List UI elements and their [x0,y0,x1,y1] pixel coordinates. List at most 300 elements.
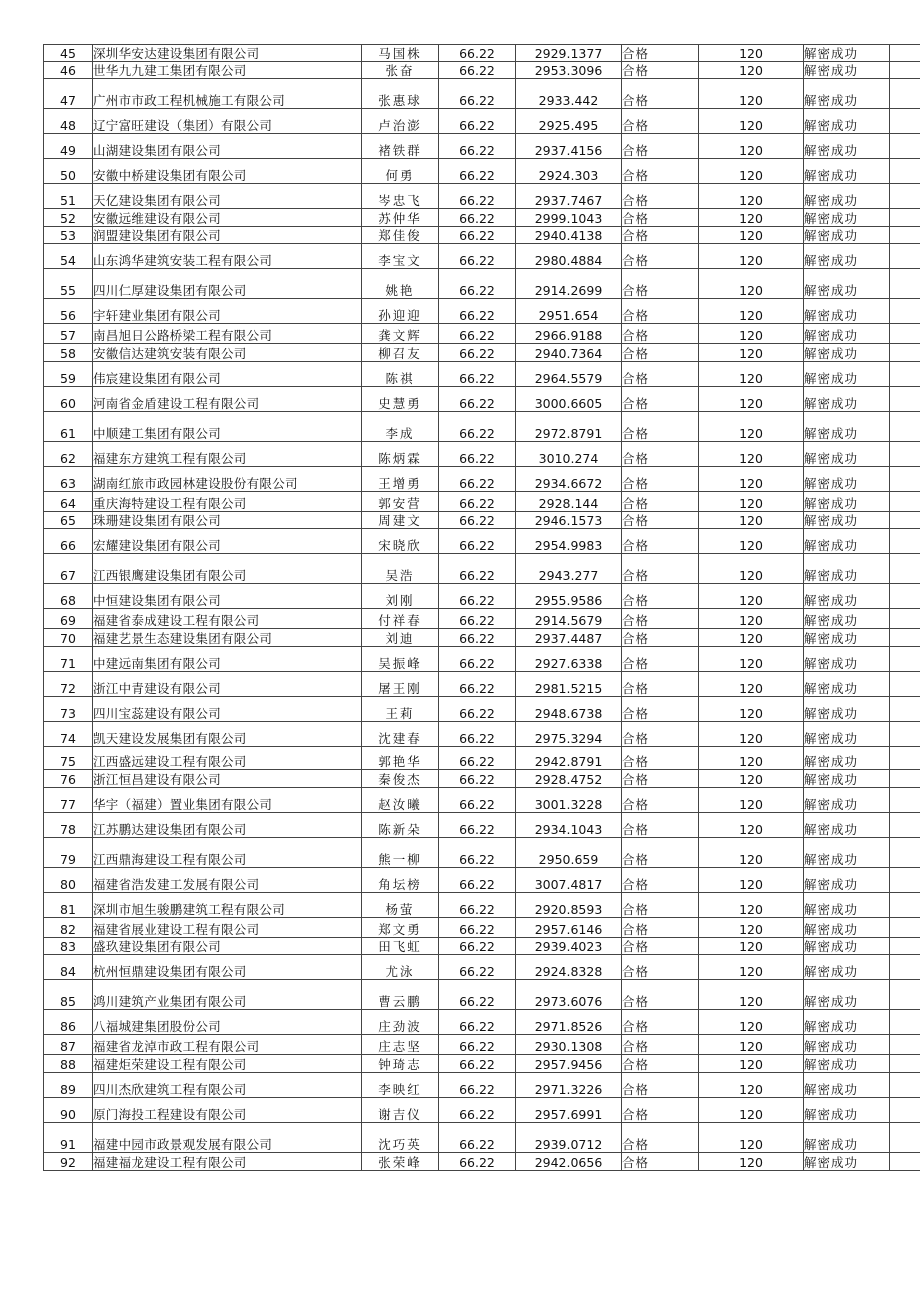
table-row [44,609,920,629]
decryption-status: 解密成功 [804,747,890,770]
score: 66.22 [439,770,516,788]
decryption-status: 解密成功 [804,62,890,79]
table-row [44,184,920,209]
decryption-status: 解密成功 [804,512,890,529]
table-row [44,1153,920,1171]
decryption-status: 解密成功 [804,722,890,747]
row-number: 88 [44,1055,93,1073]
company-name: 南昌旭日公路桥梁工程有限公司 [93,324,362,344]
blank-cell [890,1073,920,1098]
project-manager: 赵汝曦 [362,788,439,813]
duration-days: 120 [699,672,804,697]
row-number: 82 [44,918,93,938]
row-number: 62 [44,442,93,467]
blank-cell [890,722,920,747]
project-manager: 庄志坚 [362,1035,439,1055]
table-row [44,529,920,554]
row-number: 63 [44,467,93,492]
blank-cell [890,955,920,980]
bid-price: 2928.4752 [516,770,622,788]
score: 66.22 [439,980,516,1010]
duration-days: 120 [699,770,804,788]
score: 66.22 [439,838,516,868]
bid-price: 2937.7467 [516,184,622,209]
project-manager: 何勇 [362,159,439,184]
blank-cell [890,554,920,584]
blank-cell [890,442,920,467]
bid-price: 2971.3226 [516,1073,622,1098]
table-row [44,492,920,512]
row-number: 49 [44,134,93,159]
duration-days: 120 [699,442,804,467]
row-number: 54 [44,244,93,269]
qualification-result: 合格 [622,512,699,529]
row-number: 74 [44,722,93,747]
table-row [44,747,920,770]
bid-price: 3007.4817 [516,868,622,893]
company-name: 福建东方建筑工程有限公司 [93,442,362,467]
company-name: 重庆海特建设工程有限公司 [93,492,362,512]
row-number: 64 [44,492,93,512]
table-row [44,299,920,324]
duration-days: 120 [699,244,804,269]
bid-price: 2937.4156 [516,134,622,159]
blank-cell [890,918,920,938]
decryption-status: 解密成功 [804,442,890,467]
project-manager: 张荣峰 [362,1153,439,1171]
score: 66.22 [439,134,516,159]
qualification-result: 合格 [622,1073,699,1098]
table-row [44,722,920,747]
project-manager: 孙迎迎 [362,299,439,324]
qualification-result: 合格 [622,134,699,159]
project-manager: 王增勇 [362,467,439,492]
project-manager: 苏仲华 [362,209,439,227]
bid-price: 2972.8791 [516,412,622,442]
blank-cell [890,344,920,362]
row-number: 59 [44,362,93,387]
decryption-status: 解密成功 [804,629,890,647]
qualification-result: 合格 [622,1010,699,1035]
bid-price: 2964.5579 [516,362,622,387]
duration-days: 120 [699,159,804,184]
row-number: 66 [44,529,93,554]
company-name: 四川宝蕊建设有限公司 [93,697,362,722]
table-row [44,1035,920,1055]
row-number: 50 [44,159,93,184]
company-name: 凯天建设发展集团有限公司 [93,722,362,747]
company-name: 福建炬荣建设工程有限公司 [93,1055,362,1073]
duration-days: 120 [699,722,804,747]
score: 66.22 [439,1123,516,1153]
project-manager: 郭艳华 [362,747,439,770]
qualification-result: 合格 [622,1153,699,1171]
score: 66.22 [439,938,516,955]
company-name: 伟宸建设集团有限公司 [93,362,362,387]
blank-cell [890,109,920,134]
duration-days: 120 [699,918,804,938]
qualification-result: 合格 [622,770,699,788]
decryption-status: 解密成功 [804,980,890,1010]
project-manager: 角坛榜 [362,868,439,893]
row-number: 76 [44,770,93,788]
bid-price: 3010.274 [516,442,622,467]
bid-price: 2966.9188 [516,324,622,344]
table-row [44,1073,920,1098]
bid-price: 2942.0656 [516,1153,622,1171]
decryption-status: 解密成功 [804,529,890,554]
table-row [44,79,920,109]
table-row [44,647,920,672]
table-row [44,788,920,813]
bid-price: 2934.1043 [516,813,622,838]
score: 66.22 [439,109,516,134]
table-row [44,442,920,467]
bid-price: 2934.6672 [516,467,622,492]
score: 66.22 [439,747,516,770]
row-number: 46 [44,62,93,79]
project-manager: 杨萤 [362,893,439,918]
row-number: 84 [44,955,93,980]
blank-cell [890,1123,920,1153]
score: 66.22 [439,412,516,442]
project-manager: 李成 [362,412,439,442]
table-row [44,868,920,893]
decryption-status: 解密成功 [804,209,890,227]
score: 66.22 [439,529,516,554]
score: 66.22 [439,722,516,747]
duration-days: 120 [699,788,804,813]
duration-days: 120 [699,1098,804,1123]
blank-cell [890,697,920,722]
score: 66.22 [439,159,516,184]
row-number: 86 [44,1010,93,1035]
company-name: 深圳华安达建设集团有限公司 [93,45,362,62]
project-manager: 庄劲波 [362,1010,439,1035]
qualification-result: 合格 [622,324,699,344]
bid-price: 2928.144 [516,492,622,512]
qualification-result: 合格 [622,159,699,184]
score: 66.22 [439,554,516,584]
project-manager: 周建文 [362,512,439,529]
company-name: 天亿建设集团有限公司 [93,184,362,209]
company-name: 宏耀建设集团有限公司 [93,529,362,554]
duration-days: 120 [699,1153,804,1171]
score: 66.22 [439,584,516,609]
duration-days: 120 [699,227,804,244]
decryption-status: 解密成功 [804,838,890,868]
project-manager: 钟琦志 [362,1055,439,1073]
decryption-status: 解密成功 [804,1035,890,1055]
qualification-result: 合格 [622,244,699,269]
bid-price: 2955.9586 [516,584,622,609]
duration-days: 120 [699,813,804,838]
table-row [44,227,920,244]
row-number: 92 [44,1153,93,1171]
blank-cell [890,647,920,672]
table-row [44,109,920,134]
table-row [44,244,920,269]
company-name: 福建省浩发建工发展有限公司 [93,868,362,893]
table-row [44,387,920,412]
project-manager: 陈炳霖 [362,442,439,467]
project-manager: 吴浩 [362,554,439,584]
blank-cell [890,980,920,1010]
blank-cell [890,299,920,324]
duration-days: 120 [699,467,804,492]
company-name: 中建远南集团有限公司 [93,647,362,672]
table-row [44,62,920,79]
qualification-result: 合格 [622,868,699,893]
score: 66.22 [439,362,516,387]
decryption-status: 解密成功 [804,697,890,722]
decryption-status: 解密成功 [804,467,890,492]
row-number: 57 [44,324,93,344]
duration-days: 120 [699,868,804,893]
company-name: 福建中园市政景观发展有限公司 [93,1123,362,1153]
blank-cell [890,79,920,109]
blank-cell [890,209,920,227]
bid-price: 2981.5215 [516,672,622,697]
qualification-result: 合格 [622,362,699,387]
qualification-result: 合格 [622,554,699,584]
decryption-status: 解密成功 [804,1073,890,1098]
company-name: 江苏鹏达建设集团有限公司 [93,813,362,838]
score: 66.22 [439,629,516,647]
row-number: 68 [44,584,93,609]
blank-cell [890,609,920,629]
qualification-result: 合格 [622,467,699,492]
row-number: 58 [44,344,93,362]
score: 66.22 [439,1035,516,1055]
project-manager: 张惠球 [362,79,439,109]
qualification-result: 合格 [622,1123,699,1153]
bid-results-table [43,44,920,1171]
row-number: 67 [44,554,93,584]
table-row [44,584,920,609]
bid-price: 2925.495 [516,109,622,134]
table-row [44,838,920,868]
company-name: 原门海投工程建设有限公司 [93,1098,362,1123]
company-name: 江西银鹰建设集团有限公司 [93,554,362,584]
row-number: 80 [44,868,93,893]
company-name: 中恒建设集团有限公司 [93,584,362,609]
company-name: 鸿川建筑产业集团有限公司 [93,980,362,1010]
company-name: 山湖建设集团有限公司 [93,134,362,159]
duration-days: 120 [699,492,804,512]
row-number: 45 [44,45,93,62]
document-page [43,44,872,1171]
row-number: 77 [44,788,93,813]
company-name: 江西盛远建设工程有限公司 [93,747,362,770]
company-name: 福建福龙建设工程有限公司 [93,1153,362,1171]
blank-cell [890,244,920,269]
decryption-status: 解密成功 [804,324,890,344]
score: 66.22 [439,868,516,893]
project-manager: 张奋 [362,62,439,79]
duration-days: 120 [699,629,804,647]
score: 66.22 [439,324,516,344]
blank-cell [890,1153,920,1171]
project-manager: 卢治澎 [362,109,439,134]
table-row [44,813,920,838]
bid-price: 2973.6076 [516,980,622,1010]
company-name: 浙江中青建设有限公司 [93,672,362,697]
bid-price: 3001.3228 [516,788,622,813]
qualification-result: 合格 [622,672,699,697]
company-name: 福建省龙淖市政工程有限公司 [93,1035,362,1055]
score: 66.22 [439,1010,516,1035]
score: 66.22 [439,492,516,512]
project-manager: 刘迪 [362,629,439,647]
duration-days: 120 [699,299,804,324]
table-row [44,955,920,980]
bid-price: 3000.6605 [516,387,622,412]
duration-days: 120 [699,893,804,918]
row-number: 60 [44,387,93,412]
decryption-status: 解密成功 [804,299,890,324]
score: 66.22 [439,442,516,467]
bid-price: 2971.8526 [516,1010,622,1035]
score: 66.22 [439,918,516,938]
blank-cell [890,467,920,492]
blank-cell [890,893,920,918]
duration-days: 120 [699,980,804,1010]
project-manager: 陈新朵 [362,813,439,838]
decryption-status: 解密成功 [804,893,890,918]
bid-price: 2940.7364 [516,344,622,362]
qualification-result: 合格 [622,1055,699,1073]
blank-cell [890,134,920,159]
score: 66.22 [439,697,516,722]
table-row [44,209,920,227]
score: 66.22 [439,227,516,244]
qualification-result: 合格 [622,838,699,868]
project-manager: 李宝文 [362,244,439,269]
score: 66.22 [439,344,516,362]
duration-days: 120 [699,344,804,362]
bid-price: 2957.6146 [516,918,622,938]
company-name: 山东鸿华建筑安装工程有限公司 [93,244,362,269]
score: 66.22 [439,1055,516,1073]
decryption-status: 解密成功 [804,134,890,159]
project-manager: 沈巧英 [362,1123,439,1153]
table-row [44,1010,920,1035]
blank-cell [890,813,920,838]
company-name: 华宇（福建）置业集团有限公司 [93,788,362,813]
decryption-status: 解密成功 [804,387,890,412]
company-name: 安徽信达建筑安装有限公司 [93,344,362,362]
blank-cell [890,412,920,442]
blank-cell [890,492,920,512]
row-number: 61 [44,412,93,442]
score: 66.22 [439,1153,516,1171]
row-number: 75 [44,747,93,770]
bid-price: 2929.1377 [516,45,622,62]
decryption-status: 解密成功 [804,868,890,893]
table-row [44,980,920,1010]
blank-cell [890,747,920,770]
company-name: 中顺建工集团有限公司 [93,412,362,442]
score: 66.22 [439,299,516,324]
duration-days: 120 [699,412,804,442]
row-number: 55 [44,269,93,299]
qualification-result: 合格 [622,1035,699,1055]
company-name: 珠珊建设集团有限公司 [93,512,362,529]
bid-price: 2914.5679 [516,609,622,629]
decryption-status: 解密成功 [804,344,890,362]
bid-price: 2940.4138 [516,227,622,244]
row-number: 65 [44,512,93,529]
decryption-status: 解密成功 [804,244,890,269]
qualification-result: 合格 [622,938,699,955]
row-number: 89 [44,1073,93,1098]
decryption-status: 解密成功 [804,584,890,609]
table-row [44,134,920,159]
score: 66.22 [439,1098,516,1123]
qualification-result: 合格 [622,184,699,209]
decryption-status: 解密成功 [804,1123,890,1153]
table-row [44,893,920,918]
duration-days: 120 [699,1035,804,1055]
company-name: 世华九九建工集团有限公司 [93,62,362,79]
bid-price: 2951.654 [516,299,622,324]
qualification-result: 合格 [622,955,699,980]
score: 66.22 [439,609,516,629]
table-row [44,697,920,722]
decryption-status: 解密成功 [804,1010,890,1035]
company-name: 润盟建设集团有限公司 [93,227,362,244]
duration-days: 120 [699,1073,804,1098]
project-manager: 熊一柳 [362,838,439,868]
company-name: 八福城建集团股份公司 [93,1010,362,1035]
duration-days: 120 [699,955,804,980]
qualification-result: 合格 [622,79,699,109]
row-number: 87 [44,1035,93,1055]
company-name: 福建省展业建设工程有限公司 [93,918,362,938]
score: 66.22 [439,45,516,62]
blank-cell [890,324,920,344]
decryption-status: 解密成功 [804,672,890,697]
duration-days: 120 [699,109,804,134]
duration-days: 120 [699,938,804,955]
table-row [44,362,920,387]
bid-price: 2999.1043 [516,209,622,227]
decryption-status: 解密成功 [804,609,890,629]
decryption-status: 解密成功 [804,362,890,387]
row-number: 81 [44,893,93,918]
duration-days: 120 [699,647,804,672]
qualification-result: 合格 [622,980,699,1010]
decryption-status: 解密成功 [804,938,890,955]
bid-price: 2914.2699 [516,269,622,299]
row-number: 83 [44,938,93,955]
row-number: 71 [44,647,93,672]
bid-price: 2980.4884 [516,244,622,269]
table-row [44,344,920,362]
decryption-status: 解密成功 [804,45,890,62]
score: 66.22 [439,672,516,697]
duration-days: 120 [699,747,804,770]
project-manager: 宋晓欣 [362,529,439,554]
decryption-status: 解密成功 [804,227,890,244]
company-name: 浙江恒昌建设有限公司 [93,770,362,788]
row-number: 48 [44,109,93,134]
table-row [44,45,920,62]
qualification-result: 合格 [622,45,699,62]
bid-price: 2942.8791 [516,747,622,770]
duration-days: 120 [699,512,804,529]
